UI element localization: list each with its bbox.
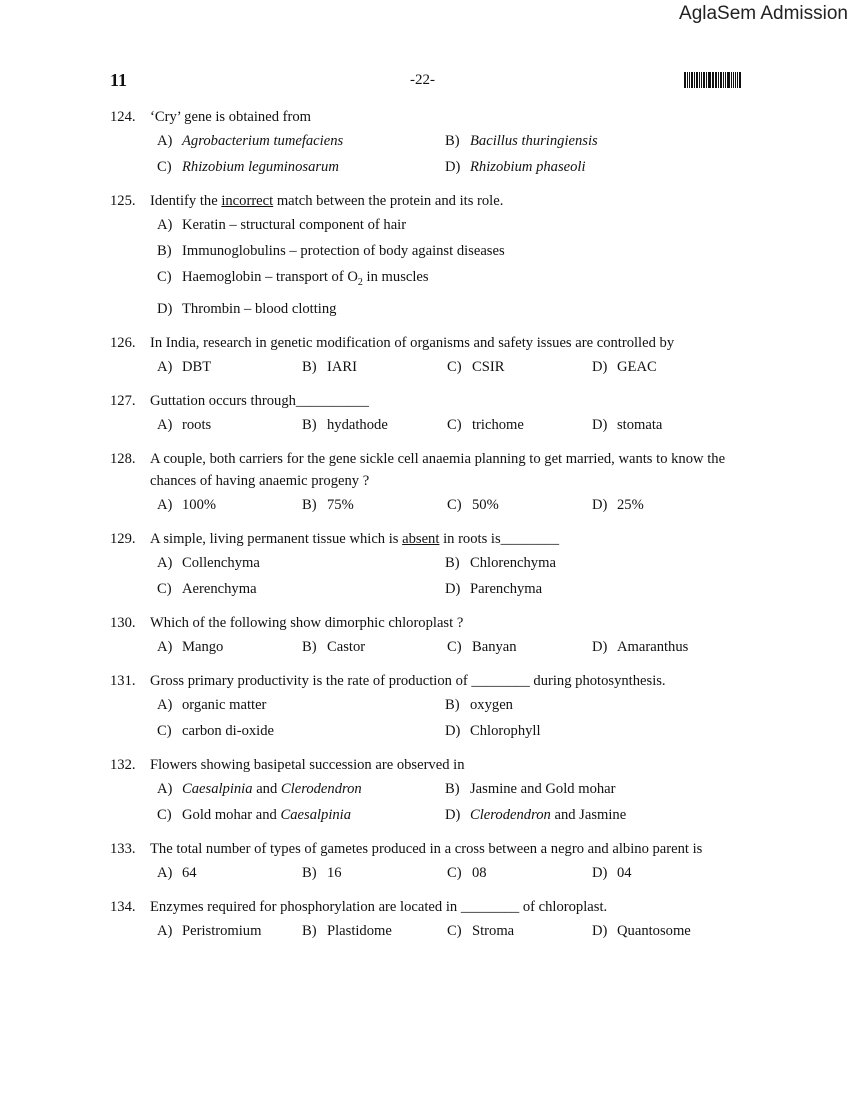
- options: [110, 550, 750, 602]
- option-c: C) Stroma: [447, 922, 515, 939]
- option-d: D) Quantosome: [592, 922, 691, 939]
- option-a: A) Collenchyma: [157, 554, 260, 571]
- watermark-text: AglaSem Admission: [679, 3, 848, 24]
- option-b: B) Castor: [302, 638, 366, 655]
- question-text-underlined: absent: [402, 530, 440, 547]
- options: [110, 776, 750, 828]
- question-124: [110, 106, 750, 180]
- option-a: A) Mango: [157, 638, 224, 655]
- options: [110, 492, 750, 518]
- options: [110, 634, 750, 660]
- option-a: A) organic matter: [157, 696, 267, 713]
- question-stem: [110, 190, 750, 212]
- question-stem: [110, 670, 750, 692]
- question-number: 130.: [110, 614, 136, 631]
- page-header: [110, 70, 742, 92]
- question-text-underlined: incorrect: [221, 193, 274, 209]
- option-b: B) 75%: [302, 496, 354, 513]
- option-b: B) Immunoglobulins – protection of body against diseases: [157, 243, 505, 259]
- question-number: 132.: [110, 756, 136, 773]
- question-stem: [110, 390, 750, 412]
- question-text: match between the protein and its role.: [273, 193, 504, 209]
- option-d: D) 25%: [592, 496, 644, 513]
- question-stem: [110, 896, 750, 918]
- option-b: B) hydathode: [302, 416, 388, 433]
- option-c: C) Banyan: [447, 638, 517, 655]
- question-text: In India, research in genetic modification of organisms and safety issues are controlled by: [150, 334, 675, 351]
- option-c: C) 08: [447, 864, 487, 881]
- options: [110, 212, 750, 322]
- question-128: [110, 448, 750, 518]
- option-d: D) Amaranthus: [592, 638, 689, 655]
- question-text: A couple, both carriers for the gene sickle cell anaemia planning to get married, wants to know the chances of having anaemic progeny ?: [150, 450, 726, 489]
- question-text: Enzymes required for phosphorylation are located in ________ of chloroplast.: [150, 898, 608, 915]
- question-text: Identify the: [150, 193, 222, 209]
- question-stem: [110, 332, 750, 354]
- question-text: ‘Cry’ gene is obtained from: [150, 109, 312, 125]
- option-a: A) roots: [157, 416, 212, 433]
- question-stem: [110, 612, 750, 634]
- question-number: 128.: [110, 450, 136, 467]
- option-b: B) Chlorenchyma: [445, 554, 556, 571]
- question-129: [110, 528, 750, 602]
- option-a: A) 64: [157, 864, 197, 881]
- question-number: 125.: [110, 193, 136, 209]
- option-d: D) stomata: [592, 416, 663, 433]
- option-a: A) DBT: [157, 358, 212, 375]
- option-b: B) Bacillus thuringiensis: [445, 133, 598, 149]
- option-a: A) Keratin – structural component of hair: [157, 217, 407, 233]
- question-number: 131.: [110, 672, 136, 689]
- question-text: Guttation occurs through__________: [150, 392, 369, 409]
- option-c: C) Haemoglobin – transport of $O_2$ in muscles: [157, 269, 429, 288]
- question-text: A simple, living permanent tissue which is: [150, 530, 403, 547]
- question-number: 133.: [110, 840, 136, 857]
- question-125: [110, 190, 750, 322]
- question-stem: [110, 528, 750, 550]
- question-stem: [110, 838, 750, 860]
- option-d: D) GEAC: [592, 358, 657, 375]
- options: [110, 128, 750, 180]
- option-d: D) Parenchyma: [445, 580, 543, 597]
- question-stem: [110, 754, 750, 776]
- option-c: C) trichome: [447, 416, 524, 433]
- question-number: 134.: [110, 898, 136, 915]
- set-number: 11: [110, 70, 128, 90]
- option-b: B) oxygen: [445, 696, 513, 713]
- options: [110, 860, 750, 886]
- option-d: D) Clerodendron and Jasmine: [445, 806, 627, 823]
- question-number: 127.: [110, 392, 136, 409]
- option-c: C) 50%: [447, 496, 499, 513]
- question-number: 126.: [110, 334, 136, 351]
- question-133: [110, 838, 750, 886]
- options: [110, 354, 750, 380]
- question-text: in roots is________: [439, 530, 560, 547]
- question-text: Flowers showing basipetal succession are observed in: [150, 756, 465, 773]
- question-number: 129.: [110, 530, 136, 547]
- page-number: -22-: [410, 72, 435, 88]
- question-stem: [110, 448, 750, 492]
- option-c: C) carbon di-oxide: [157, 722, 274, 739]
- option-c: C) Gold mohar and Caesalpinia: [157, 806, 352, 823]
- question-number: 124.: [110, 109, 136, 125]
- option-b: B) Jasmine and Gold mohar: [445, 780, 616, 797]
- option-c: C) Rhizobium leguminosarum: [157, 159, 339, 175]
- barcode-icon: [684, 72, 742, 88]
- question-134: [110, 896, 750, 944]
- question-text: The total number of types of gametes produced in a cross between a negro and albino parent is: [150, 840, 703, 857]
- question-text: Gross primary productivity is the rate of production of ________ during photosynthesis.: [150, 672, 666, 689]
- options: [110, 692, 750, 744]
- option-b: B) Plastidome: [302, 922, 392, 939]
- option-b: B) 16: [302, 864, 342, 881]
- options: [110, 412, 750, 438]
- option-a: A) 100%: [157, 496, 217, 513]
- option-a: A) Caesalpinia and Clerodendron: [157, 780, 362, 797]
- option-a: A) Peristromium: [157, 922, 262, 939]
- question-126: [110, 332, 750, 380]
- option-d: D) Thrombin – blood clotting: [157, 300, 337, 317]
- question-stem: [110, 106, 750, 128]
- option-d: D) Rhizobium phaseoli: [445, 159, 586, 175]
- question-127: [110, 390, 750, 438]
- option-c: C) CSIR: [447, 358, 505, 375]
- question-130: [110, 612, 750, 660]
- options: [110, 918, 750, 944]
- option-c: C) Aerenchyma: [157, 580, 257, 597]
- option-b: B) IARI: [302, 358, 357, 375]
- question-list: [110, 106, 750, 954]
- question-text: Which of the following show dimorphic chloroplast ?: [150, 614, 464, 631]
- option-a: A) Agrobacterium tumefaciens: [157, 133, 344, 149]
- question-131: [110, 670, 750, 744]
- option-d: D) 04: [592, 864, 632, 881]
- question-132: [110, 754, 750, 828]
- option-d: D) Chlorophyll: [445, 722, 541, 739]
